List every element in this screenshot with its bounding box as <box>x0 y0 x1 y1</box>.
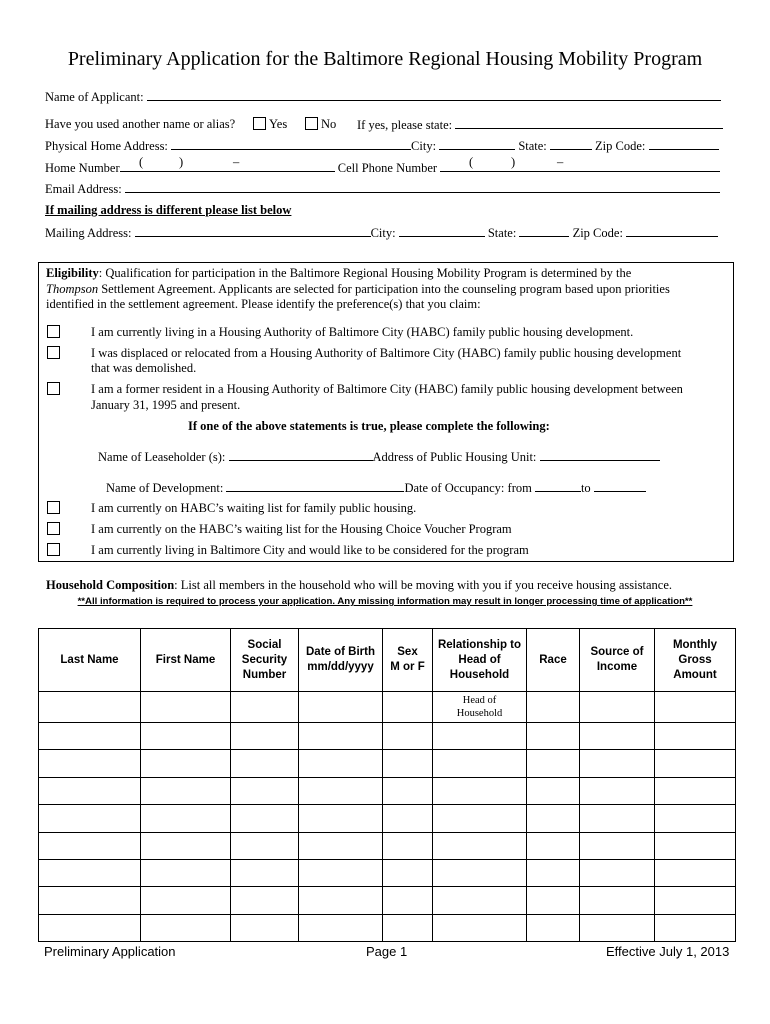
physical-address-label: Physical Home Address: <box>45 139 168 153</box>
cell-paren-open: ( <box>469 155 474 169</box>
table-cell[interactable] <box>655 692 736 723</box>
table-cell[interactable] <box>527 832 580 859</box>
table-cell[interactable] <box>231 723 299 750</box>
table-cell[interactable] <box>433 805 527 832</box>
household-notice: **All information is required to process your application. Any missing information may result in longer processing time of application** <box>77 596 693 607</box>
table-cell[interactable] <box>383 777 433 804</box>
col-first-name: First Name <box>141 629 231 692</box>
home-number-field[interactable] <box>120 160 335 172</box>
table-cell[interactable] <box>299 887 383 914</box>
eligibility-intro-line-1 <box>46 266 631 281</box>
option-5-text: I am currently on the HABC’s waiting list for the Housing Choice Voucher Program <box>91 522 512 536</box>
table-cell[interactable] <box>580 692 655 723</box>
table-cell[interactable] <box>39 805 141 832</box>
table-row <box>39 914 736 941</box>
head-of-household-line-2: Household <box>456 708 503 719</box>
option-5-checkbox[interactable] <box>47 522 60 535</box>
option-4-checkbox[interactable] <box>47 501 60 514</box>
table-cell[interactable] <box>527 692 580 723</box>
thompson-italic: Thompson <box>46 282 99 296</box>
table-cell[interactable] <box>655 750 736 777</box>
table-cell[interactable] <box>141 859 231 886</box>
table-cell[interactable] <box>383 914 433 941</box>
email-label: Email Address: <box>45 182 122 196</box>
table-cell[interactable] <box>39 750 141 777</box>
occupancy-from-field[interactable] <box>535 480 581 492</box>
table-cell[interactable] <box>527 805 580 832</box>
table-cell[interactable] <box>655 887 736 914</box>
alias-no-label: No <box>321 117 337 131</box>
table-cell[interactable] <box>655 723 736 750</box>
option-4-text: I am currently on HABC’s waiting list for family public housing. <box>91 501 417 515</box>
table-cell[interactable] <box>580 805 655 832</box>
eligibility-intro-text-1: : Qualification for participation in the Baltimore Regional Housing Mobility Program is determined by the <box>98 266 632 280</box>
option-2-checkbox[interactable] <box>47 346 60 359</box>
table-cell[interactable] <box>141 832 231 859</box>
household-table <box>38 628 736 942</box>
occupancy-label: Date of Occupancy: from <box>404 481 532 495</box>
applicant-name-field[interactable] <box>147 89 721 101</box>
household-header-row <box>39 629 736 692</box>
table-cell[interactable] <box>39 914 141 941</box>
page-title: Preliminary Application for the Baltimore Regional Housing Mobility Program <box>67 48 703 70</box>
cell-dash: – <box>557 155 564 169</box>
household-header <box>46 578 672 593</box>
table-cell[interactable] <box>527 723 580 750</box>
applicant-name-row <box>45 89 721 105</box>
cell-number-label: Cell Phone Number <box>337 161 438 175</box>
option-6-checkbox[interactable] <box>47 543 60 556</box>
table-cell[interactable] <box>383 859 433 886</box>
table-cell[interactable] <box>141 777 231 804</box>
table-cell[interactable] <box>231 887 299 914</box>
leaseholder-field[interactable] <box>229 449 373 461</box>
physical-address-row <box>45 138 719 154</box>
table-row <box>39 750 736 777</box>
leaseholder-label: Name of Leaseholder (s): <box>98 450 226 464</box>
table-cell[interactable] <box>383 692 433 723</box>
option-6-text: I am currently living in Baltimore City and would like to be considered for the program <box>91 543 529 557</box>
mailing-address-field[interactable] <box>135 225 371 237</box>
eligibility-intro-line-2 <box>46 282 670 297</box>
occupancy-to-label: to <box>580 481 591 495</box>
option-3-checkbox[interactable] <box>47 382 60 395</box>
col-last-name: Last Name <box>39 629 141 692</box>
household-desc: : List all members in the household who will be moving with you if you receive housing assistance. <box>174 578 672 592</box>
alias-question: Have you used another name or alias? <box>45 117 236 131</box>
head-of-household-cell <box>433 692 527 723</box>
col-income-source: Source of Income <box>580 629 655 692</box>
table-cell[interactable] <box>580 887 655 914</box>
table-cell[interactable] <box>433 887 527 914</box>
table-cell[interactable] <box>580 723 655 750</box>
household-label: Household Composition <box>46 578 175 592</box>
mailing-zip-label: Zip Code: <box>572 226 623 240</box>
state-field[interactable] <box>550 138 592 150</box>
mailing-city-field[interactable] <box>399 225 485 237</box>
development-label: Name of Development: <box>106 481 224 495</box>
col-sex: Sex M or F <box>383 629 433 692</box>
table-cell[interactable] <box>383 750 433 777</box>
city-label: City: <box>411 139 437 153</box>
mailing-state-field[interactable] <box>519 225 569 237</box>
alias-no-checkbox[interactable] <box>305 117 318 130</box>
eligibility-intro-line-3: identified in the settlement agreement. Please identify the preference(s) that you claim: <box>46 297 481 311</box>
development-row <box>106 480 646 496</box>
table-cell[interactable] <box>231 777 299 804</box>
table-cell[interactable] <box>39 692 141 723</box>
cell-paren-close: ) <box>511 155 516 169</box>
table-cell[interactable] <box>39 887 141 914</box>
table-cell[interactable] <box>231 692 299 723</box>
option-3-text: I am a former resident in a Housing Authority of Baltimore City (HABC) family public housing development between <box>91 382 683 396</box>
table-cell[interactable] <box>527 777 580 804</box>
table-cell[interactable] <box>383 723 433 750</box>
table-cell[interactable] <box>655 859 736 886</box>
table-cell[interactable] <box>433 777 527 804</box>
table-cell[interactable] <box>655 777 736 804</box>
option-1-text: I am currently living in a Housing Authority of Baltimore City (HABC) family public housing development. <box>91 325 634 339</box>
home-number-label: Home Number <box>45 161 120 175</box>
table-cell[interactable] <box>433 750 527 777</box>
table-row <box>39 805 736 832</box>
table-cell[interactable] <box>527 887 580 914</box>
table-cell[interactable] <box>580 750 655 777</box>
table-cell[interactable] <box>141 805 231 832</box>
table-cell[interactable] <box>580 832 655 859</box>
table-row <box>39 832 736 859</box>
table-cell[interactable] <box>433 859 527 886</box>
table-row <box>39 859 736 886</box>
occupancy-to-field[interactable] <box>594 480 646 492</box>
col-race: Race <box>527 629 580 692</box>
cell-number-field[interactable] <box>440 160 720 172</box>
home-paren-close: ) <box>179 155 184 169</box>
table-row <box>39 723 736 750</box>
table-cell[interactable] <box>39 832 141 859</box>
table-cell[interactable] <box>580 859 655 886</box>
table-cell[interactable] <box>433 832 527 859</box>
table-cell[interactable] <box>299 805 383 832</box>
table-row <box>39 777 736 804</box>
table-cell[interactable] <box>527 750 580 777</box>
alias-yes-checkbox[interactable] <box>253 117 266 130</box>
email-field[interactable] <box>125 181 720 193</box>
option-2-text-cont: that was demolished. <box>91 361 197 375</box>
col-ssn: Social Security Number <box>231 629 299 692</box>
alias-state-row <box>357 117 723 133</box>
applicant-name-label: Name of Applicant: <box>45 90 144 104</box>
physical-address-field[interactable] <box>171 138 411 150</box>
table-cell[interactable] <box>433 723 527 750</box>
alias-state-label: If yes, please state: <box>357 118 453 132</box>
col-relationship: Relationship to Head of Household <box>433 629 527 692</box>
table-cell[interactable] <box>141 887 231 914</box>
table-cell[interactable] <box>580 777 655 804</box>
table-cell[interactable] <box>299 832 383 859</box>
table-cell[interactable] <box>383 832 433 859</box>
development-field[interactable] <box>226 480 404 492</box>
table-cell[interactable] <box>299 723 383 750</box>
mailing-note: If mailing address is different please list below <box>45 203 292 217</box>
footer-right: Effective July 1, 2013 <box>606 944 730 959</box>
mailing-address-label: Mailing Address: <box>45 226 132 240</box>
col-dob: Date of Birth mm/dd/yyyy <box>299 629 383 692</box>
phone-row <box>45 160 720 176</box>
option-2-text: I was displaced or relocated from a Housing Authority of Baltimore City (HABC) family public housing development <box>91 346 682 360</box>
table-cell[interactable] <box>299 777 383 804</box>
home-paren-open: ( <box>139 155 144 169</box>
table-cell[interactable] <box>231 805 299 832</box>
table-cell[interactable] <box>141 723 231 750</box>
table-cell[interactable] <box>655 914 736 941</box>
table-cell[interactable] <box>433 914 527 941</box>
table-cell[interactable] <box>580 914 655 941</box>
table-cell[interactable] <box>141 750 231 777</box>
table-cell[interactable] <box>39 859 141 886</box>
table-cell[interactable] <box>383 887 433 914</box>
table-cell[interactable] <box>299 692 383 723</box>
mailing-city-label: City: <box>370 226 396 240</box>
table-cell[interactable] <box>655 805 736 832</box>
table-cell[interactable] <box>231 859 299 886</box>
home-dash: – <box>233 155 240 169</box>
option-3-text-cont: January 31, 1995 and present. <box>91 398 241 412</box>
eligibility-intro-text-2: Settlement Agreement. Applicants are selected for participation into the counseling program based upon priorities <box>98 282 670 296</box>
public-housing-address-field[interactable] <box>540 449 660 461</box>
table-cell[interactable] <box>141 692 231 723</box>
state-label: State: <box>518 139 547 153</box>
complete-note: If one of the above statements is true, please complete the following: <box>188 419 550 433</box>
table-cell[interactable] <box>39 723 141 750</box>
city-field[interactable] <box>439 138 515 150</box>
table-cell[interactable] <box>527 859 580 886</box>
zip-label: Zip Code: <box>595 139 646 153</box>
table-cell[interactable] <box>39 777 141 804</box>
table-row <box>39 887 736 914</box>
alias-state-field[interactable] <box>455 117 723 129</box>
leaseholder-row <box>98 449 660 465</box>
table-cell[interactable] <box>299 859 383 886</box>
table-cell[interactable] <box>231 750 299 777</box>
head-of-household-line-1: Head of <box>462 695 497 706</box>
public-housing-address-label: Address of Public Housing Unit: <box>372 450 537 464</box>
alias-yes-label: Yes <box>269 117 288 131</box>
table-cell[interactable] <box>231 914 299 941</box>
table-row <box>39 692 736 723</box>
table-cell[interactable] <box>383 805 433 832</box>
table-cell[interactable] <box>655 832 736 859</box>
footer-left: Preliminary Application <box>44 944 176 959</box>
table-cell[interactable] <box>299 750 383 777</box>
table-cell[interactable] <box>231 832 299 859</box>
table-cell[interactable] <box>299 914 383 941</box>
zip-field[interactable] <box>649 138 719 150</box>
mailing-state-label: State: <box>487 226 517 240</box>
col-monthly-gross: Monthly Gross Amount <box>655 629 736 692</box>
mailing-address-row <box>45 225 718 241</box>
option-1-checkbox[interactable] <box>47 325 60 338</box>
mailing-zip-field[interactable] <box>626 225 718 237</box>
table-cell[interactable] <box>527 914 580 941</box>
eligibility-label: Eligibility <box>46 266 99 280</box>
email-row <box>45 181 720 197</box>
table-cell[interactable] <box>141 914 231 941</box>
footer-page: Page 1 <box>366 944 408 959</box>
